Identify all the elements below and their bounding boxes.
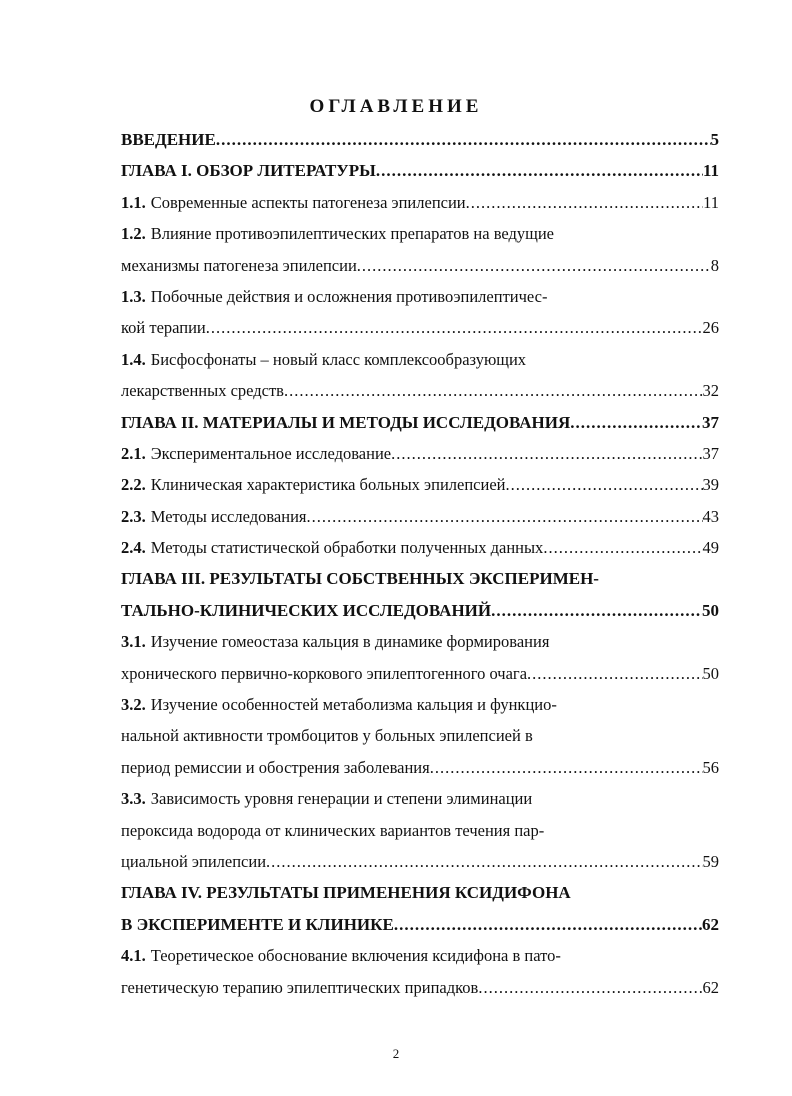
- toc-page-number: 32: [702, 381, 719, 401]
- toc-page-number: 37: [702, 412, 719, 432]
- toc-entry-line: [121, 720, 719, 751]
- dot-leader: [570, 407, 702, 438]
- toc-entry-text: Влияние противоэпилептических препаратов на ведущие: [150, 224, 554, 244]
- toc-entry-line: [121, 783, 719, 814]
- toc-entry-line: [121, 281, 719, 312]
- toc-entry-number: 1.4.: [121, 349, 146, 369]
- toc-entry-line: [121, 218, 719, 249]
- dot-leader: [491, 595, 702, 626]
- toc-entry-line: [121, 344, 719, 375]
- toc-entry-line: [121, 250, 719, 281]
- toc-entry-number: 2.3.: [121, 506, 146, 526]
- toc-entry-text: период ремиссии и обострения заболевания: [121, 757, 430, 777]
- toc-entry-text: ГЛАВА IV. РЕЗУЛЬТАТЫ ПРИМЕНЕНИЯ КСИДИФОНА: [121, 883, 571, 903]
- toc-entry-number: 2.1.: [121, 443, 146, 463]
- toc-entry-line: [121, 846, 719, 877]
- toc-entry-text: Методы исследования: [150, 506, 307, 526]
- toc-chapter-line: [121, 124, 719, 155]
- toc-entry-number: 3.1.: [121, 632, 146, 652]
- toc-page-number: 49: [702, 538, 719, 558]
- toc-entry-number: 1.2.: [121, 224, 146, 244]
- dot-leader: [391, 438, 702, 469]
- dot-leader: [307, 501, 703, 532]
- toc-entry-number: 3.2.: [121, 695, 146, 715]
- dot-leader: [527, 658, 702, 689]
- toc-entry-number: 1.3.: [121, 286, 146, 306]
- toc-entry-text: ГЛАВА I. ОБЗОР ЛИТЕРАТУРЫ: [121, 161, 376, 181]
- toc-chapter-line: [121, 595, 719, 626]
- toc-entry-line: [121, 940, 719, 971]
- dot-leader: [466, 187, 703, 218]
- toc-entry-line: [121, 187, 719, 218]
- toc-entry-text: ТАЛЬНО-КЛИНИЧЕСКИХ ИССЛЕДОВАНИЙ: [121, 600, 492, 620]
- toc-entry-line: [121, 658, 719, 689]
- toc-entry-line: [121, 815, 719, 846]
- toc-page-number: 56: [702, 757, 719, 777]
- toc-chapter-line: [121, 563, 719, 594]
- toc-page-number: 43: [702, 506, 719, 526]
- toc-page-number: 5: [710, 130, 719, 149]
- toc-entry-number: 2.4.: [121, 538, 146, 558]
- toc-entry-text: Теоретическое обоснование включения ксидифона в пато-: [150, 946, 561, 966]
- dot-leader: [394, 909, 702, 940]
- toc-entry-text: кой терапии: [121, 318, 206, 338]
- toc-entry-text: Современные аспекты патогенеза эпилепсии: [150, 192, 466, 212]
- dot-leader: [430, 752, 703, 783]
- toc-entry-line: [121, 532, 719, 563]
- toc-chapter-line: [121, 877, 719, 908]
- dot-leader: [266, 846, 702, 877]
- toc-entry-text: генетическую терапию эпилептических припадков: [121, 977, 479, 997]
- toc-entry-line: [121, 312, 719, 343]
- toc-entry-text: ВВЕДЕНИЕ: [121, 130, 216, 149]
- toc-entry-number: 3.3.: [121, 789, 146, 809]
- toc-entry-text: циальной эпилепсии: [121, 851, 267, 871]
- toc-chapter-line: [121, 909, 719, 940]
- toc-entry-text: В ЭКСПЕРИМЕНТЕ И КЛИНИКЕ: [121, 914, 394, 934]
- toc-entry-line: [121, 469, 719, 500]
- toc-page-number: 39: [702, 475, 719, 495]
- toc-entry-number: 2.2.: [121, 475, 146, 495]
- toc-entry-text: Изучение особенностей метаболизма кальция и функцио-: [150, 695, 557, 715]
- toc-page-number: 11: [702, 161, 719, 181]
- toc-page-number: 37: [702, 443, 719, 463]
- toc-entry-line: [121, 626, 719, 657]
- toc-entry-text: Бисфосфонаты – новый класс комплексообразующих: [150, 349, 527, 369]
- toc-page-number: 50: [702, 600, 719, 620]
- toc-entry-number: 4.1.: [121, 946, 146, 966]
- toc-entry-text: Изучение гомеостаза кальция в динамике формирования: [150, 632, 550, 652]
- dot-leader: [376, 155, 703, 186]
- dot-leader: [478, 972, 702, 1003]
- toc-entry-text: нальной активности тромбоцитов у больных эпилепсией в: [121, 726, 533, 746]
- dot-leader: [216, 124, 711, 155]
- page-number: 2: [392, 1046, 400, 1061]
- toc-entry-text: Клиническая характеристика больных эпилепсией: [150, 475, 506, 495]
- toc-chapter-line: [121, 155, 719, 186]
- toc-page-number: 50: [702, 663, 719, 683]
- toc-page-number: 11: [703, 192, 719, 212]
- toc-chapter-line: [121, 407, 719, 438]
- toc-page-number: 8: [710, 255, 719, 275]
- dot-leader: [357, 250, 711, 281]
- toc-entry-line: [121, 438, 719, 469]
- toc-entry-line: [121, 972, 719, 1003]
- dot-leader: [284, 375, 703, 406]
- toc-entry-text: Зависимость уровня генерации и степени элиминации: [150, 789, 533, 809]
- toc-entry-text: лекарственных средств: [121, 381, 284, 401]
- toc-page-number: 59: [702, 851, 719, 871]
- toc-entry-line: [121, 689, 719, 720]
- toc-entry-text: Побочные действия и осложнения противоэпилептичес-: [150, 286, 548, 306]
- toc-entry-text: Экспериментальное исследование: [150, 443, 392, 463]
- toc-entry-number: 1.1.: [121, 192, 146, 212]
- dot-leader: [543, 532, 702, 563]
- toc-page-number: 62: [702, 914, 719, 934]
- toc-entry-text: ГЛАВА III. РЕЗУЛЬТАТЫ СОБСТВЕННЫХ ЭКСПЕРИМЕН-: [121, 569, 599, 589]
- toc-entry-text: механизмы патогенеза эпилепсии: [121, 255, 357, 275]
- dot-leader: [505, 469, 702, 500]
- table-of-contents: [121, 124, 719, 1003]
- toc-entry-line: [121, 752, 719, 783]
- toc-entry-text: пероксида водорода от клинических вариантов течения пар-: [121, 820, 545, 840]
- toc-entry-line: [121, 501, 719, 532]
- toc-entry-text: хронического первично-коркового эпилептогенного очага: [121, 663, 528, 683]
- toc-page-number: 62: [702, 977, 719, 997]
- toc-page-number: 26: [702, 318, 719, 338]
- toc-entry-line: [121, 375, 719, 406]
- toc-entry-text: ГЛАВА II. МАТЕРИАЛЫ И МЕТОДЫ ИССЛЕДОВАНИЯ: [121, 412, 571, 432]
- toc-title: ОГЛАВЛЕНИЕ: [309, 96, 483, 117]
- toc-entry-text: Методы статистической обработки полученных данных: [150, 538, 544, 558]
- dot-leader: [206, 312, 703, 343]
